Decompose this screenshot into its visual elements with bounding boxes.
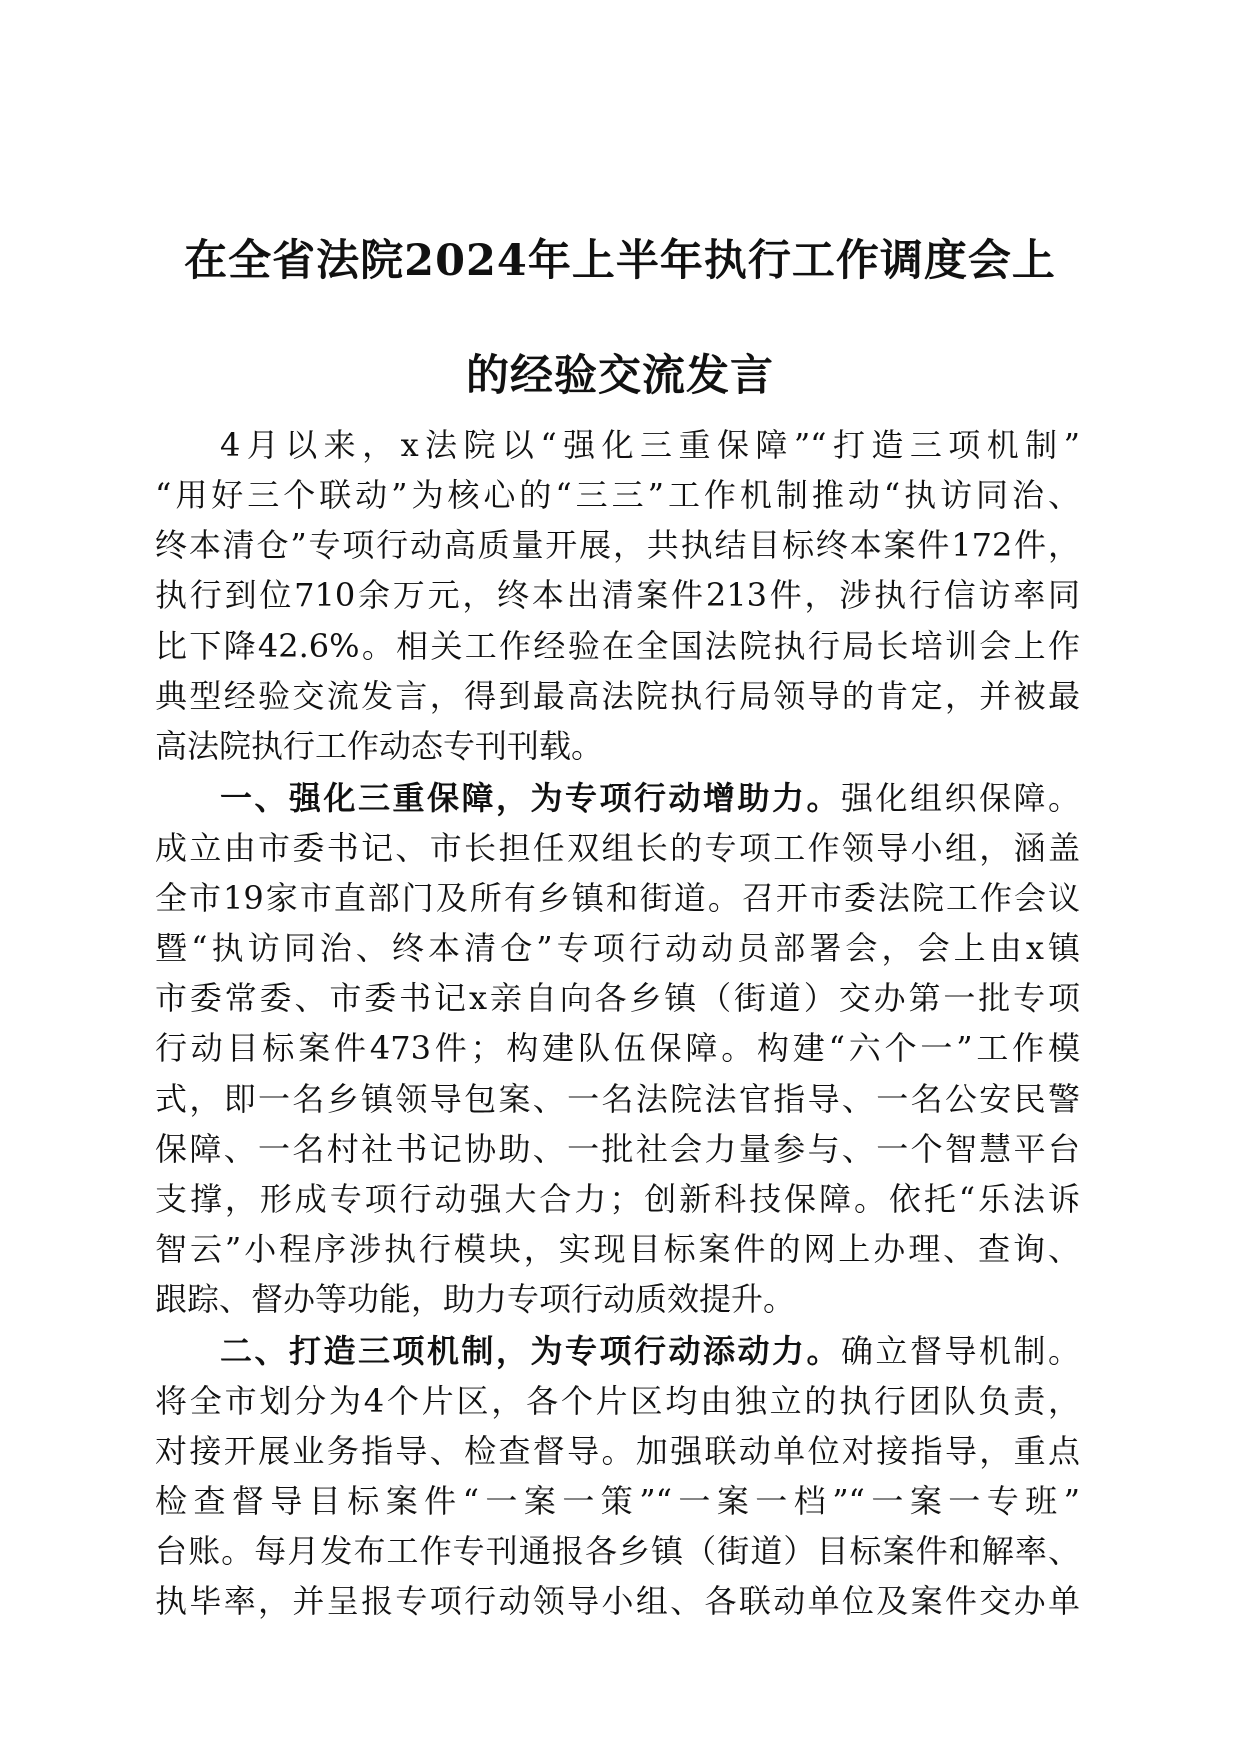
paragraph-1-line-1: 4月以来，x法院以“强化三重保障”“打造三项机制” [220, 426, 1080, 464]
paragraph-3-line-1 [220, 1331, 1080, 1371]
paragraph-2-line-3: 全市19家市直部门及所有乡镇和街道。召开市委法院工作会议 [155, 879, 1080, 917]
paragraph-2-line-11: 跟踪、督办等功能，助力专项行动质效提升。 [155, 1280, 796, 1318]
document-title-line-2: 的经验交流发言 [466, 351, 774, 401]
paragraph-2-line-2: 成立由市委书记、市长担任双组长的专项工作领导小组，涵盖 [155, 829, 1080, 867]
paragraph-2-line-4: 暨“执访同治、终本清仓”专项行动动员部署会，会上由x镇 [155, 929, 1080, 967]
paragraph-3-line-2: 将全市划分为4个片区，各个片区均由独立的执行团队负责， [155, 1382, 1080, 1420]
paragraph-1-line-3: 终本清仓”专项行动高质量开展，共执结目标终本案件172件， [155, 526, 1080, 564]
paragraph-2-line-7: 式，即一名乡镇领导包案、一名法院法官指导、一名公安民警 [155, 1080, 1080, 1118]
paragraph-1-line-6: 典型经验交流发言，得到最高法院执行局领导的肯定，并被最 [155, 677, 1080, 715]
paragraph-2-line-6: 行动目标案件473件；构建队伍保障。构建“六个一”工作模 [155, 1029, 1080, 1067]
paragraph-3-line-6: 执毕率，并呈报专项行动领导小组、各联动单位及案件交办单 [155, 1582, 1080, 1620]
paragraph-1-line-2: “用好三个联动”为核心的“三三”工作机制推动“执访同治、 [155, 476, 1080, 514]
paragraph-2-line-10: 智云”小程序涉执行模块，实现目标案件的网上办理、查询、 [155, 1230, 1080, 1268]
paragraph-1-line-5: 比下降42.6%。相关工作经验在全国法院执行局长培训会上作 [155, 627, 1080, 665]
paragraph-3-line-4: 检查督导目标案件“一案一策”“一案一档”“一案一专班” [155, 1482, 1080, 1520]
paragraph-1-line-7: 高法院执行工作动态专刊刊载。 [155, 727, 604, 765]
paragraph-2-line-1 [220, 778, 1080, 818]
section-heading-2: 二、打造三项机制，为专项行动添动力。 [220, 1332, 841, 1370]
paragraph-2-line-5: 市委常委、市委书记x亲自向各乡镇（街道）交办第一批专项 [155, 979, 1080, 1017]
paragraph-3-line-5: 台账。每月发布工作专刊通报各乡镇（街道）目标案件和解率、 [155, 1532, 1080, 1570]
paragraph-2-line-8: 保障、一名村社书记协助、一批社会力量参与、一个智慧平台 [155, 1130, 1080, 1168]
paragraph-2-line-1-rest: 强化组织保障。 [840, 779, 1080, 817]
paragraph-1-line-4: 执行到位710余万元，终本出清案件213件，涉执行信访率同 [155, 576, 1080, 614]
paragraph-2-line-9: 支撑，形成专项行动强大合力；创新科技保障。依托“乐法诉 [155, 1180, 1080, 1218]
paragraph-3-line-1-rest: 确立督导机制。 [840, 1332, 1080, 1370]
document-title-line-1: 在全省法院2024年上半年执行工作调度会上 [184, 236, 1056, 286]
paragraph-3-line-3: 对接开展业务指导、检查督导。加强联动单位对接指导，重点 [155, 1432, 1080, 1470]
section-heading-1: 一、强化三重保障，为专项行动增助力。 [220, 779, 841, 817]
